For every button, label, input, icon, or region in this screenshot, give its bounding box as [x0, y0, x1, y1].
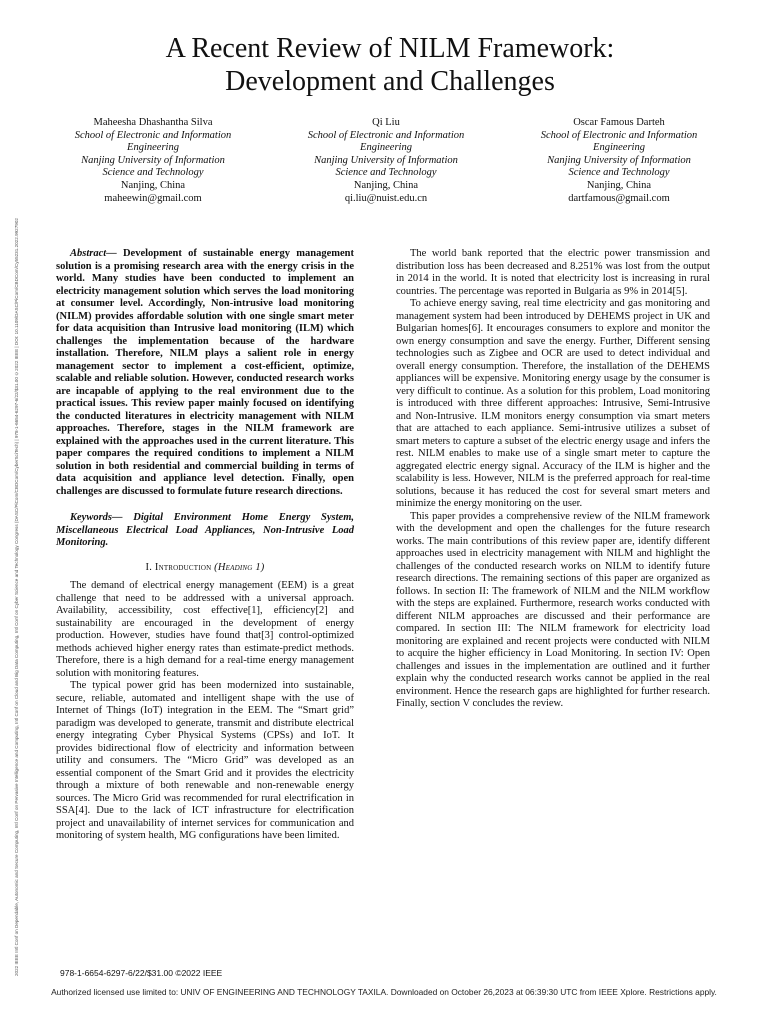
section-number: I. — [145, 561, 153, 573]
author-affiliation: School of Electronic and Information — [74, 129, 232, 141]
author-city: Nanjing, China — [120, 179, 186, 191]
author-email[interactable]: qi.liu@nuist.edu.cn — [344, 192, 428, 204]
keywords: Keywords— Digital Environment Home Energy System, Miscellaneous Electrical Load Appliances, Non-Intrusive Load Monitoring. — [56, 512, 354, 548]
side-copyright-note: 2022 IEEE Intl Conf on Dependable, Autonomic and Secure Computing, Intl Conf on Pervasive Intelligence and Computing, Intl Conf on Cloud and Big Data Computing, Intl Conf on Cyber Science and Technology Congress (DASC/PiCom/CBDCom/CyberSciTech) | 978-1-6654-6297-6/22/$31.00 ©2022 IEEE | DOI: 10.1109/DASC/PiCom/CBDCom/Cy55231.2022.9927902 — [14, 218, 19, 976]
paper-title — [60, 32, 720, 98]
author-name: Qi Liu — [372, 117, 400, 128]
author-1 — [38, 117, 268, 205]
abstract-label: Abstract — [70, 248, 107, 259]
body-paragraph: The demand of electrical energy management (EEM) is a great challenge that need to be addressed with a universal approach. Availability, accessibility, cost effective[1], efficiency[2] and sustainability are encouraged in the development of energy production. However, studies have found that[3] control-optimized methods achieved higher energy rates than estimate-predict methods. Therefore, there is a high demand for a real-time energy management solution with monitoring features. — [56, 580, 354, 679]
author-affiliation: Science and Technology — [102, 167, 204, 179]
section-heading-style-note: (Heading 1) — [214, 561, 265, 573]
author-name: Oscar Famous Darteh — [573, 117, 665, 128]
abstract — [56, 248, 354, 498]
author-affiliation: Nanjing University of Information — [547, 154, 691, 166]
author-name: Maheesha Dhashantha Silva — [93, 117, 213, 128]
body-paragraph: The world bank reported that the electric power transmission and distribution loss has been decreased and 8.251% was lost from the output in 2014 in the world. It is noted that electricity lost is increasing in rural countries. The percentage was reported in Bulgaria as 9% in 2014[5]. — [396, 248, 710, 297]
author-2 — [271, 117, 501, 205]
title-line-1: A Recent Review of NILM Framework: — [165, 33, 615, 64]
body-paragraph: The typical power grid has been modernized into sustainable, secure, reliable, automated and intelligent shape with the use of Internet of Things (IoT) integration in the EEM. The “Smart grid” paradigm was developed to generate, transmit and distribute electrical energy integrating Cyber Physical Systems (CPSs) and IoT. It provides bidirectional flow of electricity and information between utility and consumers. The “Micro Grid” was developed as an essential component of the Smart Grid and it provides the electricity through a mixture of both renewable and non-renewable energy sources. The Micro Grid was recommended for rural electrification in SSA[4]. Due to the lack of ICT infrastructure for electrification project and unavailability of internet services for communication and monitoring of system health, MG configurations have been limited. — [56, 680, 354, 841]
author-block — [38, 117, 738, 207]
isbn-footer: 978-1-6654-6297-6/22/$31.00 ©2022 IEEE — [60, 968, 223, 978]
section-title: Introduction — [154, 561, 212, 573]
author-affiliation: Nanjing University of Information — [314, 154, 458, 166]
author-affiliation: Science and Technology — [335, 167, 437, 179]
body-paragraph: This paper provides a comprehensive review of the NILM framework with the development and open the challenges for the future research works. The main contributions of this review paper are, identify different approaches used in electricity management with NILM and highlight the challenges of the conducted research works on NILM to identify future research directions. The remaining sections of this paper are organized as follows. In section II: The framework of NILM and the NILM workflow with the steps are explained. Furthermore, research works conducted with different NILM approaches are discussed and their performance are compared. In section III: The NILM framework for electricity load monitoring are explained and recent projects were conducted with NILM to acquire the higher efficiency in Load Monitoring. In section IV: Open challenges and issues in the implementation are outlined and it further explain why the conducted research works cannot be applied in the real environment. Hence the research gaps are highlighted for further research. Finally, section V concludes the review. — [396, 510, 710, 709]
title-line-2: Development and Challenges — [225, 66, 555, 97]
author-affiliation: Science and Technology — [568, 167, 670, 179]
license-footer: Authorized licensed use limited to: UNIV OF ENGINEERING AND TECHNOLOGY TAXILA. Downloaded on October 26,2023 at 06:39:30 UTC from IEEE Xplore. Restrictions apply. — [51, 987, 717, 997]
abstract-text: — Development of sustainable energy management solution is a promising research area with the energy crisis in the world. Many studies have been conducted to implement an electricity management solution which serves the load monitoring at consumer level. Accordingly, Non-intrusive load monitoring (NILM) provides affordable solution with one single smart meter for data acquisition than Intrusive load monitoring (ILM) which challenges the implementation because of the hardware installation. Therefore, NILM plays a salient role in energy management sector to implement a cost-efficient, optimize, scalable and reliable solution. However, conducted research works are incapable of applying to the real environment due to the practical issues. This review paper mainly focused on identifying the conducted literatures in electricity management with NILM approaches. Therefore, stages in the NILM framework are explained with the approaches used in the current literature. This paper compares the required conditions to implement a NILM solution in both residential and commercial building in terms of data acquisition and appliance level detection. Finally, open challenges are discussed to formulate future research directions. — [56, 248, 354, 497]
author-city: Nanjing, China — [353, 179, 419, 191]
author-email[interactable]: maheewin@gmail.com — [104, 192, 202, 204]
author-affiliation: School of Electronic and Information — [307, 129, 465, 141]
author-city: Nanjing, China — [586, 179, 652, 191]
author-affiliation: School of Electronic and Information — [540, 129, 698, 141]
author-email[interactable]: dartfamous@gmail.com — [568, 192, 670, 204]
author-affiliation: Engineering — [593, 142, 645, 154]
right-column — [396, 248, 710, 711]
author-affiliation: Engineering — [127, 142, 179, 154]
author-affiliation: Engineering — [360, 142, 412, 154]
author-3 — [504, 117, 734, 205]
author-affiliation: Nanjing University of Information — [81, 154, 225, 166]
left-column — [56, 248, 354, 843]
section-heading-introduction — [56, 562, 354, 575]
body-paragraph: To achieve energy saving, real time electricity and gas monitoring and management system had been introduced by DEHEMS project in UK and Bulgarian homes[6]. It encourages consumers to explore and monitor the own energy consumption and save the energy. Further, Different sensing technologies such as Zigbee and OCR are used to detect individual and overall energy consumption. Therefore, the installation of the DEHEMS appliances will be expensive. Monitoring energy usage by the consumer is very difficult to continue. As a solution for this problem, Load monitoring is introduced with three different approaches: Intrusive, Semi-Intrusive and Non-Intrusive. ILM monitors energy consumption via smart meters that are attached to each appliance. Semi-intrusive utilizes a subset of smart meters to capture a subset of the electric energy usage and infers the rest. NILM enables to make use of a single smart meter to capture the aggregated electric energy signal. Accuracy of the ILM is higher and the scalability is less. However, NILM is the preferred approach for real-time solutions, because it has reduced the cost for several smart meters and minimize the energy monitoring on the user. — [396, 298, 710, 509]
